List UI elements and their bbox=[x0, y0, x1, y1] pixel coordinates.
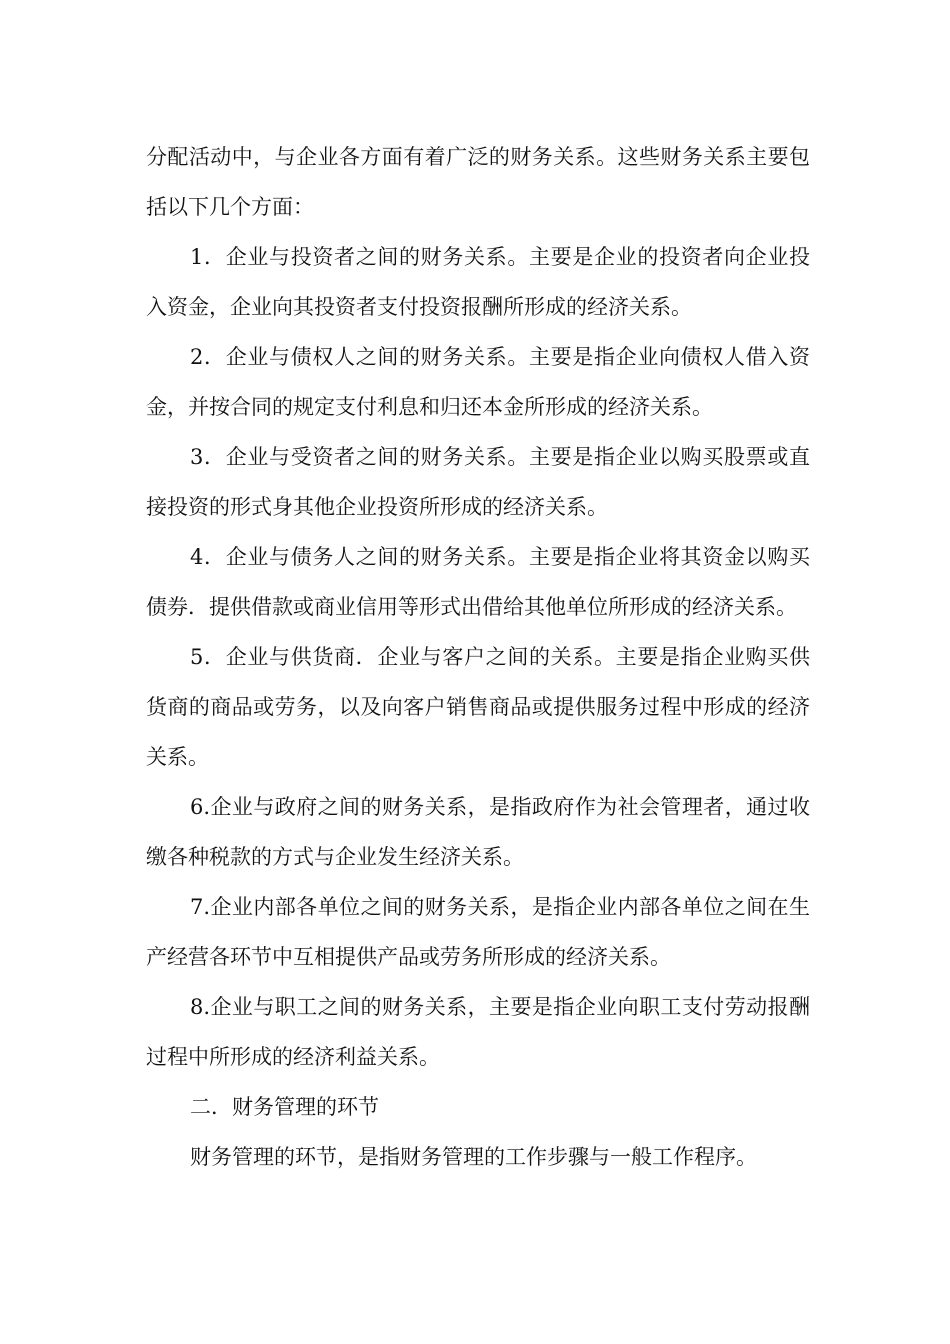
section-heading: 二．财务管理的环节 bbox=[190, 1095, 379, 1119]
paragraph-investor-relation: 1．企业与投资者之间的财务关系。主要是企业的投资者向企业投入资金，企业向其投资者支付投资报酬所形成的经济关系。 bbox=[146, 245, 810, 319]
paragraph-employee-relation: 8.企业与职工之间的财务关系，主要是指企业向职工支付劳动报酬过程中所形成的经济利益关系。 bbox=[146, 995, 810, 1069]
paragraph-management-steps: 财务管理的环节，是指财务管理的工作步骤与一般工作程序。 bbox=[190, 1145, 757, 1169]
paragraph-creditor-relation: 2．企业与债权人之间的财务关系。主要是指企业向债权人借入资金，并按合同的规定支付利息和归还本金所形成的经济关系。 bbox=[146, 345, 810, 419]
document-body bbox=[146, 132, 810, 1182]
paragraph-investee-relation: 3．企业与受资者之间的财务关系。主要是指企业以购买股票或直接投资的形式身其他企业投资所形成的经济关系。 bbox=[146, 445, 810, 519]
paragraph-government-relation: 6.企业与政府之间的财务关系，是指政府作为社会管理者，通过收缴各种税款的方式与企业发生经济关系。 bbox=[146, 795, 810, 869]
paragraph-debtor-relation: 4．企业与债务人之间的财务关系。主要是指企业将其资金以购买债券．提供借款或商业信用等形式出借给其他单位所形成的经济关系。 bbox=[146, 545, 810, 619]
paragraph-continuation: 分配活动中，与企业各方面有着广泛的财务关系。这些财务关系主要包括以下几个方面： bbox=[146, 145, 810, 219]
paragraph-internal-units-relation: 7.企业内部各单位之间的财务关系，是指企业内部各单位之间在生产经营各环节中互相提供产品或劳务所形成的经济关系。 bbox=[146, 895, 810, 969]
paragraph-supplier-customer-relation: 5．企业与供货商．企业与客户之间的关系。主要是指企业购买供货商的商品或劳务，以及向客户销售商品或提供服务过程中形成的经济关系。 bbox=[146, 645, 810, 769]
